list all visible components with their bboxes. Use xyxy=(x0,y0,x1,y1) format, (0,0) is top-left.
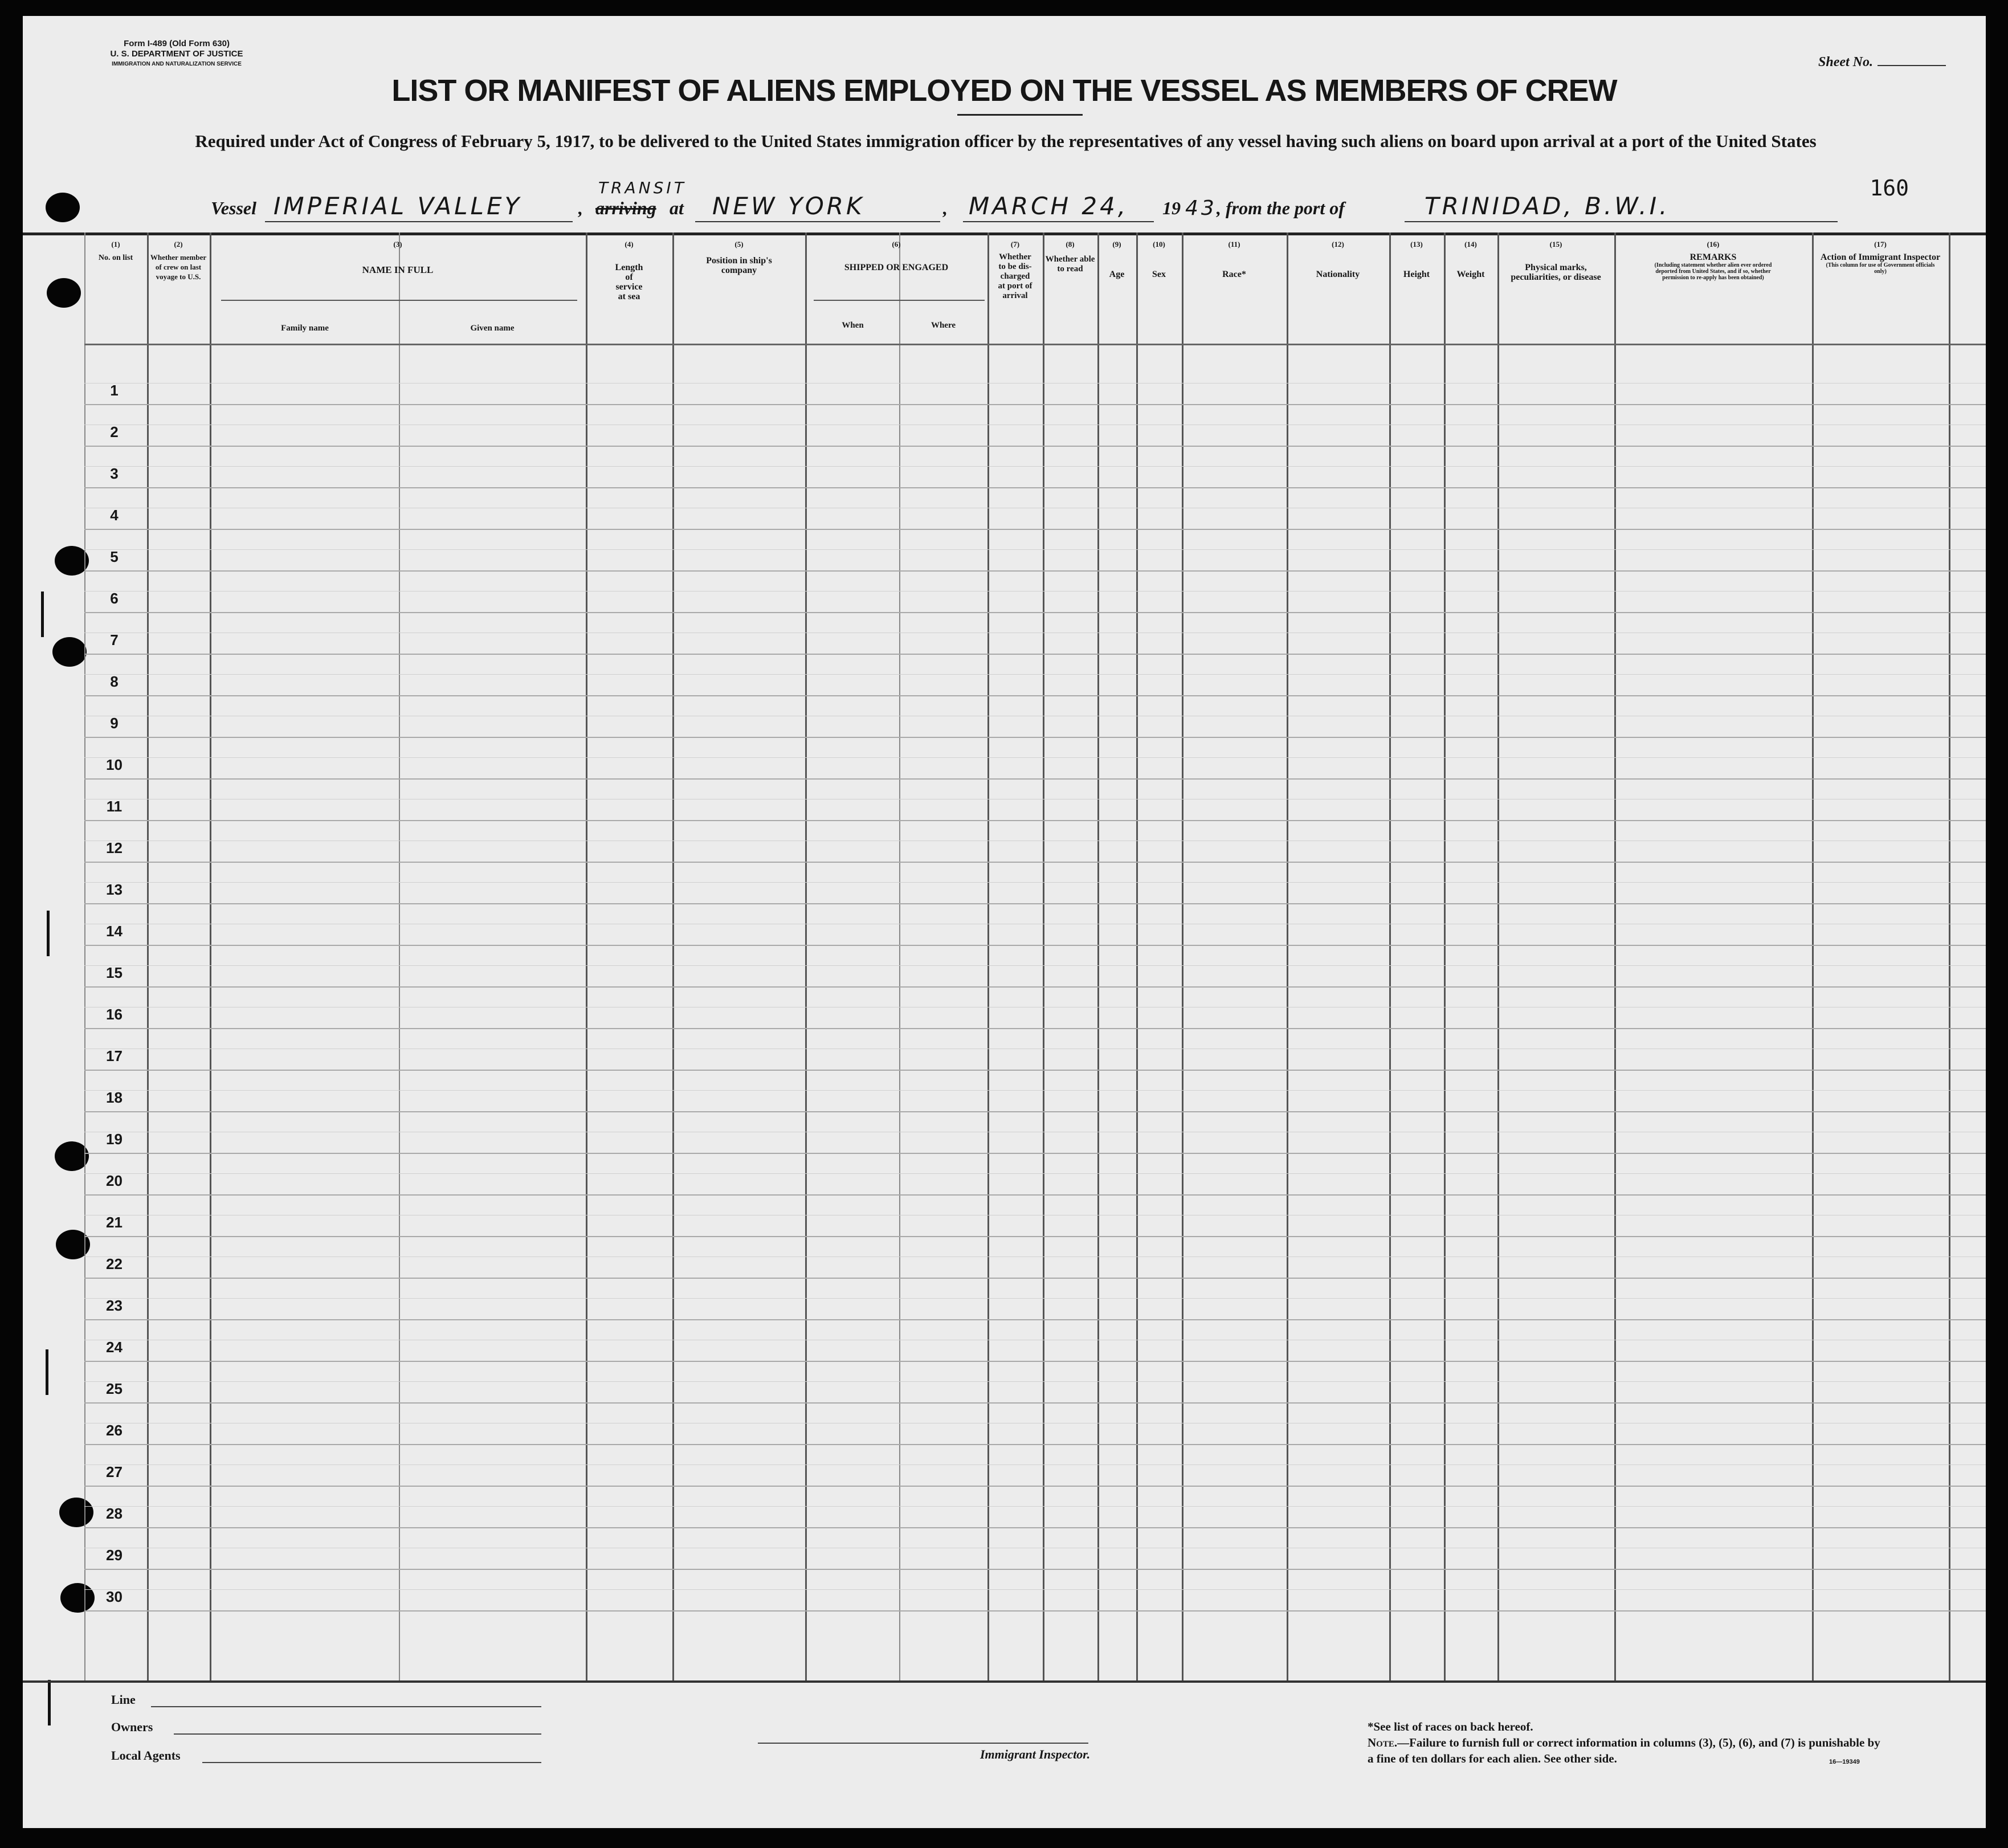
column-header-8: (8) Whether able to read xyxy=(1045,240,1095,274)
footnote xyxy=(1368,1719,1880,1767)
row-number: 23 xyxy=(106,1297,123,1314)
manifest-sheet xyxy=(23,16,1986,1828)
column-header-11: (11) Race* xyxy=(1222,240,1246,279)
row-number: 30 xyxy=(106,1588,123,1605)
punch-hole xyxy=(47,278,81,308)
arrival-date: MARCH 24, xyxy=(969,192,1129,220)
table-row xyxy=(84,487,1986,530)
row-number: 26 xyxy=(106,1422,123,1439)
row-number: 29 xyxy=(106,1547,123,1564)
row-subrule xyxy=(84,1298,1986,1299)
margin-mark xyxy=(48,1680,51,1725)
column-header-6: (6) SHIPPED OR ENGAGED xyxy=(844,240,949,272)
inspector-label: Immigrant Inspector. xyxy=(980,1747,1091,1761)
row-number: 9 xyxy=(110,715,119,732)
row-number: 1 xyxy=(110,382,119,399)
column-header-14: (14) Weight xyxy=(1456,240,1485,279)
title-rule xyxy=(957,114,1083,116)
column-header-12: (12) Nationality xyxy=(1316,240,1360,279)
column-header-3: (3) NAME IN FULL xyxy=(362,240,434,275)
sheet-no-field xyxy=(1818,55,1946,70)
local-agents-field xyxy=(202,1762,541,1763)
row-number: 7 xyxy=(110,631,119,648)
row-number: 2 xyxy=(110,423,119,440)
table-row xyxy=(84,737,1986,780)
column-header-5: (5) Position in ship's company xyxy=(706,240,772,275)
owners-field xyxy=(174,1733,541,1735)
sheet-number-stamp: 160 xyxy=(1870,176,1909,201)
line-label: Line xyxy=(111,1692,136,1707)
table-row xyxy=(84,1153,1986,1196)
race-note: *See list of races on back hereof. xyxy=(1368,1720,1533,1733)
row-subrule xyxy=(84,1589,1986,1590)
vessel-name-line xyxy=(265,221,573,222)
vessel-label: Vessel xyxy=(211,198,256,218)
origin-port: TRINIDAD, B.W.I. xyxy=(1425,192,1670,220)
row-number: 27 xyxy=(106,1463,123,1480)
note-text: —Failure to furnish full or correct information in columns (3), (5), (6), and (7) is punishable by a fine of ten dollars for each alien. See other side. xyxy=(1368,1736,1880,1765)
table-row xyxy=(84,1319,1986,1362)
table-row xyxy=(84,1194,1986,1237)
column-header-10: (10) Sex xyxy=(1152,240,1166,279)
shipped-where-header: Where xyxy=(930,321,956,330)
form-identifier xyxy=(85,39,268,70)
table-row xyxy=(84,404,1986,447)
vessel-line: Vessel IMPERIAL VALLEY , TRANSIT arriving at NEW YORK , MARCH 24, 19 43 , from the port of TRINIDAD, B.W.I. xyxy=(211,181,1863,227)
print-code: 16—19349 xyxy=(1829,1759,1860,1765)
row-number: 16 xyxy=(106,1006,123,1023)
department-name: U. S. DEPARTMENT OF JUSTICE xyxy=(110,49,243,59)
row-subrule xyxy=(84,549,1986,550)
row-number: 3 xyxy=(110,465,119,482)
punch-hole xyxy=(55,1141,89,1171)
service-name: IMMIGRATION AND NATURALIZATION SERVICE xyxy=(112,61,242,67)
table-row xyxy=(84,1527,1986,1570)
note-label: Note. xyxy=(1368,1736,1398,1749)
table-bottom-rule xyxy=(23,1680,1986,1683)
table-row xyxy=(84,903,1986,946)
row-number: 15 xyxy=(106,964,123,981)
row-number: 5 xyxy=(110,548,119,565)
table-row xyxy=(84,862,1986,904)
sheet-no-blank xyxy=(1878,65,1946,66)
column-header-16: (16) REMARKS (Including statement whether alien ever ordered deported from United States, and if so, whether permission to re-apply has been obtained) xyxy=(1654,240,1772,281)
table-row xyxy=(84,1361,1986,1404)
crew-table xyxy=(84,232,1986,1683)
form-title: LIST OR MANIFEST OF ALIENS EMPLOYED ON THE VESSEL AS MEMBERS OF CREW xyxy=(391,74,1617,108)
line-field xyxy=(151,1706,541,1707)
punch-hole xyxy=(55,546,89,576)
transit-word: TRANSIT xyxy=(598,178,687,197)
row-number: 17 xyxy=(106,1047,123,1064)
row-subrule xyxy=(84,1464,1986,1465)
shipped-when-header: When xyxy=(842,321,864,330)
inspector-signature-line xyxy=(758,1743,1088,1744)
column-header-1: (1) No. on list xyxy=(98,240,133,262)
row-subrule xyxy=(84,1173,1986,1174)
row-number: 19 xyxy=(106,1131,123,1148)
at-label: at xyxy=(670,198,684,218)
row-subrule xyxy=(84,383,1986,384)
table-row xyxy=(84,654,1986,696)
row-subrule xyxy=(84,1506,1986,1507)
form-number: Form I-489 (Old Form 630) xyxy=(124,39,230,48)
punch-hole xyxy=(46,193,80,222)
arrival-port: NEW YORK xyxy=(712,192,865,220)
row-subrule xyxy=(84,674,1986,675)
table-row xyxy=(84,820,1986,863)
owners-label: Owners xyxy=(111,1720,153,1734)
row-subrule xyxy=(84,882,1986,883)
row-subrule xyxy=(84,1090,1986,1091)
year-suffix: 43 xyxy=(1185,197,1217,220)
family-name-header: Family name xyxy=(281,324,329,333)
column-header-9: (9) Age xyxy=(1109,240,1125,279)
table-row xyxy=(84,1444,1986,1487)
column-header-7: (7) Whether to be dis-charged at port of arrival xyxy=(998,240,1032,300)
row-subrule xyxy=(84,965,1986,966)
row-number: 25 xyxy=(106,1380,123,1397)
origin-port-line xyxy=(1405,221,1838,222)
row-number: 21 xyxy=(106,1214,123,1231)
table-row xyxy=(84,362,1986,405)
row-number: 22 xyxy=(106,1255,123,1272)
from-port-label: , from the port of xyxy=(1217,198,1345,218)
row-number: 18 xyxy=(106,1089,123,1106)
table-row xyxy=(84,1278,1986,1320)
table-row xyxy=(84,778,1986,821)
year-prefix: 19 xyxy=(1162,198,1181,218)
table-row xyxy=(84,612,1986,655)
column-header-4: (4) Length of service at sea xyxy=(615,240,643,301)
table-row xyxy=(84,1402,1986,1445)
row-number: 12 xyxy=(106,839,123,856)
row-number: 28 xyxy=(106,1505,123,1522)
column-header-15: (15) Physical marks, peculiarities, or disease xyxy=(1511,240,1601,282)
row-subrule xyxy=(84,757,1986,758)
table-row xyxy=(84,529,1986,572)
table-row xyxy=(84,1028,1986,1071)
header-bottom-rule xyxy=(84,344,1986,345)
column-header-17: (17) Action of Immigrant Inspector (This column for use of Government officials only) xyxy=(1820,240,1941,275)
row-number: 11 xyxy=(106,798,123,815)
arrival-port-line xyxy=(695,221,940,222)
vessel-name: IMPERIAL VALLEY xyxy=(274,192,523,220)
row-number: 20 xyxy=(106,1172,123,1189)
row-number: 14 xyxy=(106,923,123,940)
table-row xyxy=(84,1070,1986,1112)
column-header-13: (13) Height xyxy=(1403,240,1430,279)
row-subrule xyxy=(84,466,1986,467)
form-subtitle: Required under Act of Congress of February 5, 1917, to be delivered to the United States immigration officer by the representatives of any vessel having such aliens on board upon arrival at a port of the United States xyxy=(195,131,1817,151)
table-row xyxy=(84,446,1986,488)
column-header-2: (2) Whether member of crew on last voyage to U.S. xyxy=(150,240,207,281)
row-number: 4 xyxy=(110,507,119,524)
row-number: 10 xyxy=(106,756,123,773)
row-number: 13 xyxy=(106,881,123,898)
margin-mark xyxy=(41,591,44,637)
table-row xyxy=(84,945,1986,988)
punch-hole xyxy=(52,637,87,667)
margin-mark xyxy=(46,1349,48,1395)
row-number: 24 xyxy=(106,1339,123,1356)
table-top-rule xyxy=(23,232,1986,235)
table-row xyxy=(84,1236,1986,1279)
row-number: 6 xyxy=(110,590,119,607)
local-agents-label: Local Agents xyxy=(111,1748,181,1763)
table-row xyxy=(84,1486,1986,1528)
row-subrule xyxy=(84,1381,1986,1382)
sheet-no-label: Sheet No. xyxy=(1818,55,1873,70)
table-row xyxy=(84,986,1986,1029)
table-row xyxy=(84,1569,1986,1612)
table-row xyxy=(84,1111,1986,1154)
table-row xyxy=(84,695,1986,738)
date-line xyxy=(963,221,1154,222)
arriving-word: arriving xyxy=(595,198,656,218)
given-name-header: Given name xyxy=(470,324,515,333)
margin-mark xyxy=(47,911,50,956)
row-number: 8 xyxy=(110,673,119,690)
table-row xyxy=(84,570,1986,613)
